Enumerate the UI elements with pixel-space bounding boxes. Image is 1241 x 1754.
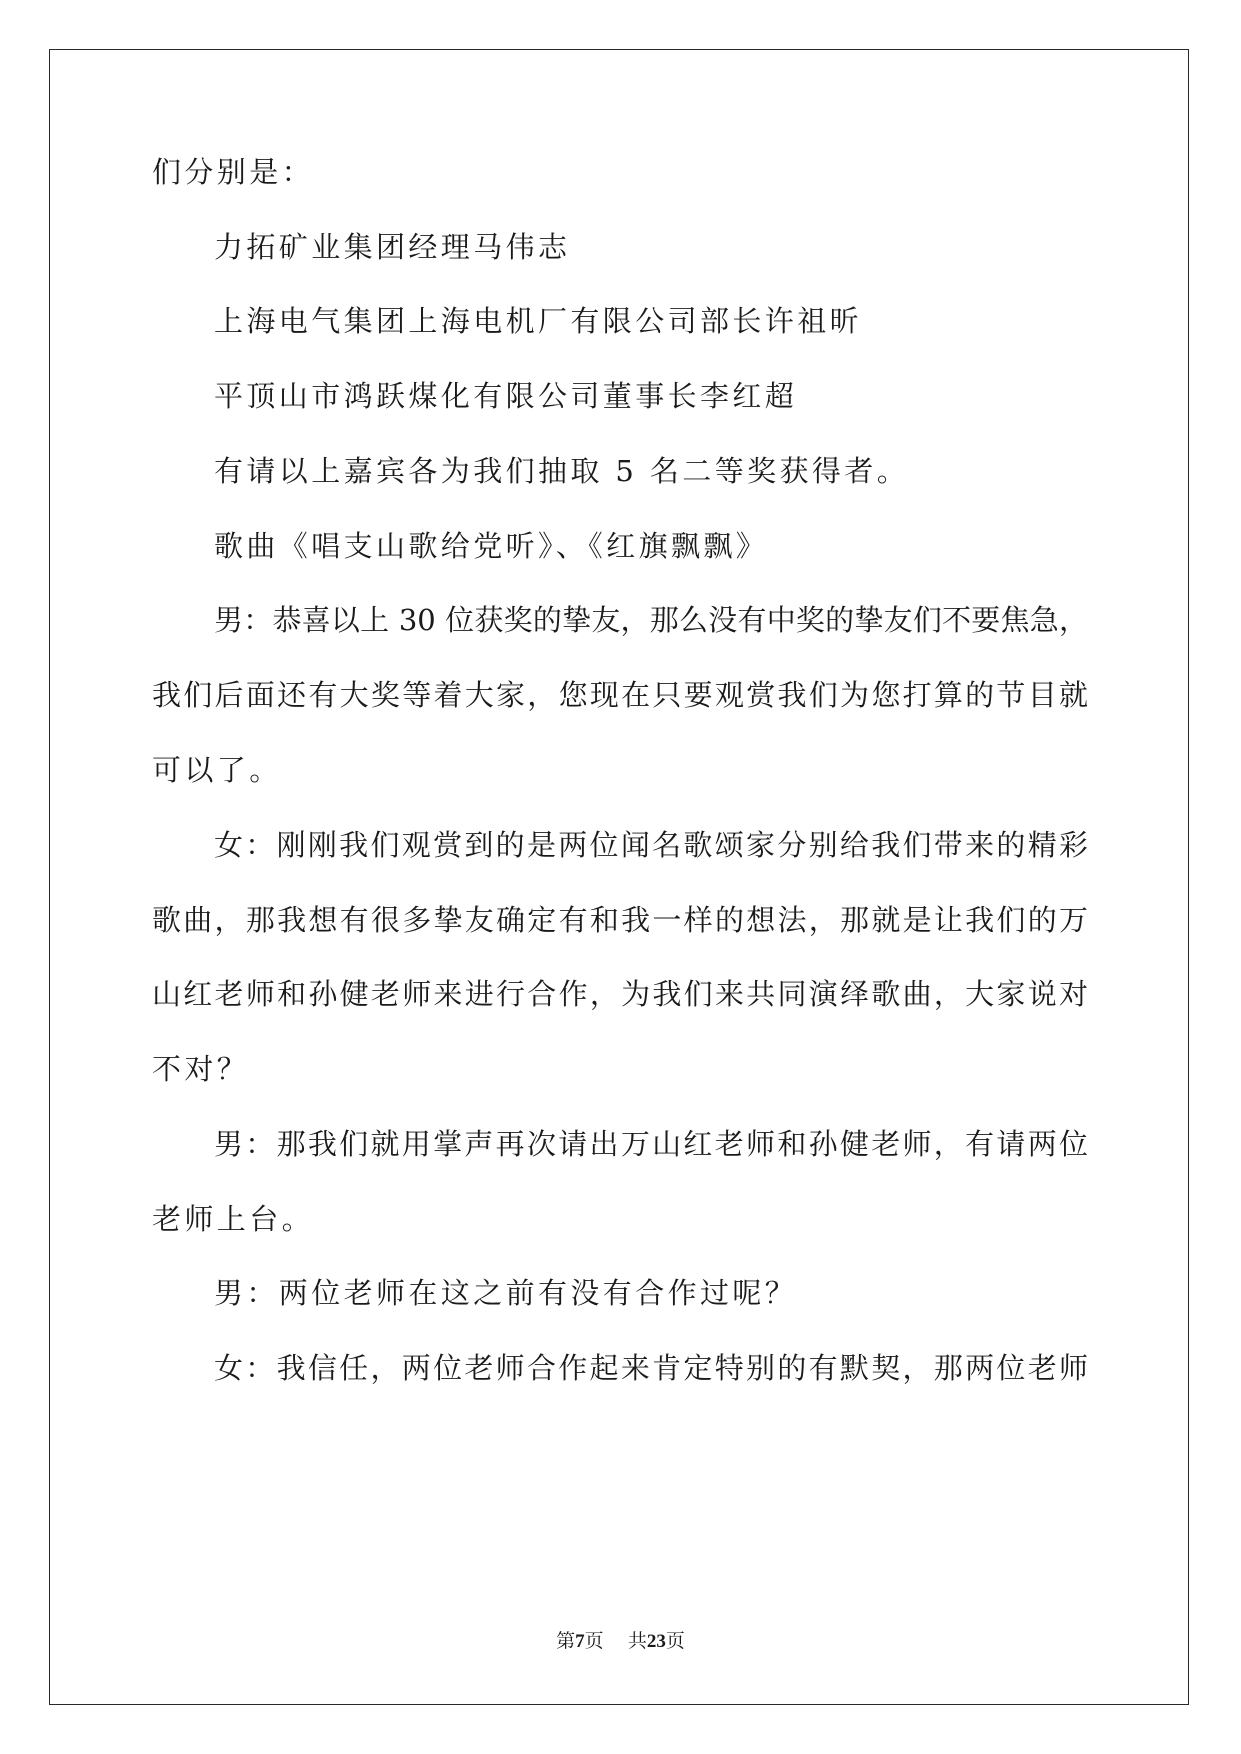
paragraph-line: 男：恭喜以上 30 位获奖的挚友，那么没有中奖的挚友们不要焦急， [214,603,1088,637]
paragraph-line: 有请以上嘉宾各为我们抽取 5 名二等奖获得者。 [214,454,910,488]
paragraph-line: 山红老师和孙健老师来进行合作，为我们来共同演绎歌曲，大家说对 [152,977,1088,1011]
paragraph-line: 我们后面还有大奖等着大家，您现在只要观赏我们为您打算的节目就 [152,678,1088,712]
footer-total-prefix: 共 [627,1630,647,1652]
paragraph-line: 上海电气集团上海电机厂有限公司部长许祖昕 [214,304,863,338]
page-number: 7 [575,1631,585,1652]
page-footer [0,1629,1241,1654]
paragraph-line: 老师上台。 [152,1202,315,1236]
total-pages: 23 [646,1631,666,1652]
footer-prefix: 第 [556,1630,576,1652]
paragraph-line: 歌曲《唱支山歌给党听》、《红旗飘飘》 [214,529,769,563]
paragraph-line: 不对？ [152,1052,250,1086]
paragraph-line: 力拓矿业集团经理马伟志 [214,230,571,264]
paragraph-line: 女：刚刚我们观赏到的是两位闻名歌颂家分别给我们带来的精彩 [214,828,1088,862]
paragraph-line: 平顶山市鸿跃煤化有限公司董事长李红超 [214,379,798,413]
page-border [49,49,1189,1705]
paragraph-line: 男：两位老师在这之前有没有合作过呢？ [214,1276,798,1310]
paragraph-line: 男：那我们就用掌声再次请出万山红老师和孙健老师，有请两位 [214,1127,1088,1161]
paragraph-line: 们分别是： [152,155,315,189]
paragraph-line: 女：我信任，两位老师合作起来肯定特别的有默契，那两位老师 [214,1351,1088,1385]
paragraph-line: 歌曲，那我想有很多挚友确定有和我一样的想法，那就是让我们的万 [152,903,1088,937]
footer-total-suffix: 页 [665,1630,685,1652]
footer-page-suffix: 页 [584,1630,604,1652]
paragraph-line: 可以了。 [152,753,282,787]
